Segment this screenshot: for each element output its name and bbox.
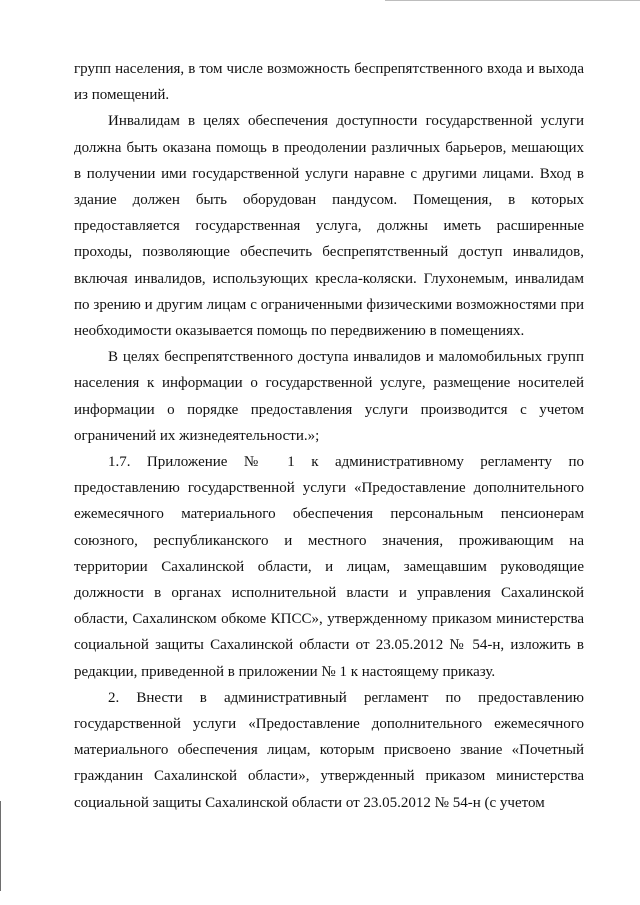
scan-edge-left — [0, 801, 1, 891]
paragraph-accessibility: Инвалидам в целях обеспечения доступности государственной услуги должна быть оказана помощь в преодолении различных барьеров, мешающих в получении ими государственной услуги наравне с другими лицами. Вход в здание должен быть оборудован пандусом. Помещения, в которых предоставляется государственная услуга, должны иметь расширенные проходы, позволяющие обеспечить беспрепятственный доступ инвалидов, включая инвалидов, использующих кресла-коляски. Глухонемым, инвалидам по зрению и другим лицам с ограниченными физическими возможностями при необходимости оказывается помощь по передвижению в помещениях. — [74, 113, 584, 340]
paragraph-item-1-7: 1.7. Приложение № 1 к административному регламенту по предоставлению государственной услуги «Предоставление дополнительного ежемесячного материального обеспечения персональным пенсионерам союзного, республиканского и местного значения, проживающим на территории Сахалинской области, и лицам, замещавшим руководящие должности в органах исполнительной власти и управления Сахалинской области, Сахалинском обкоме КПСС», утвержденному приказом министерства социальной защиты Сахалинской области от 23.05.2012 № 54-н, изложить в редакции, приведенной в приложении № 1 к настоящему приказу. — [74, 454, 584, 680]
paragraph-information-access: В целях беспрепятственного доступа инвалидов и маломобильных групп населения к информации о государственной услуге, размещение носителей информации о порядке предоставления услуги производится с учетом ограничений их жизнедеятельности.»; — [74, 349, 584, 444]
paragraph-item-2: 2. Внести в административный регламент по предоставлению государственной услуги «Предоставление дополнительного ежемесячного материального обеспечения лицам, которым присвоено звание «Почетный гражданин Сахалинской области», утвержденный приказом министерства социальной защиты Сахалинской области от 23.05.2012 № 54-н (с учетом — [74, 689, 584, 811]
scan-edge-top — [385, 0, 640, 1]
paragraph-continuation: групп населения, в том числе возможность беспрепятственного входа и выхода из помещений. — [74, 61, 584, 104]
